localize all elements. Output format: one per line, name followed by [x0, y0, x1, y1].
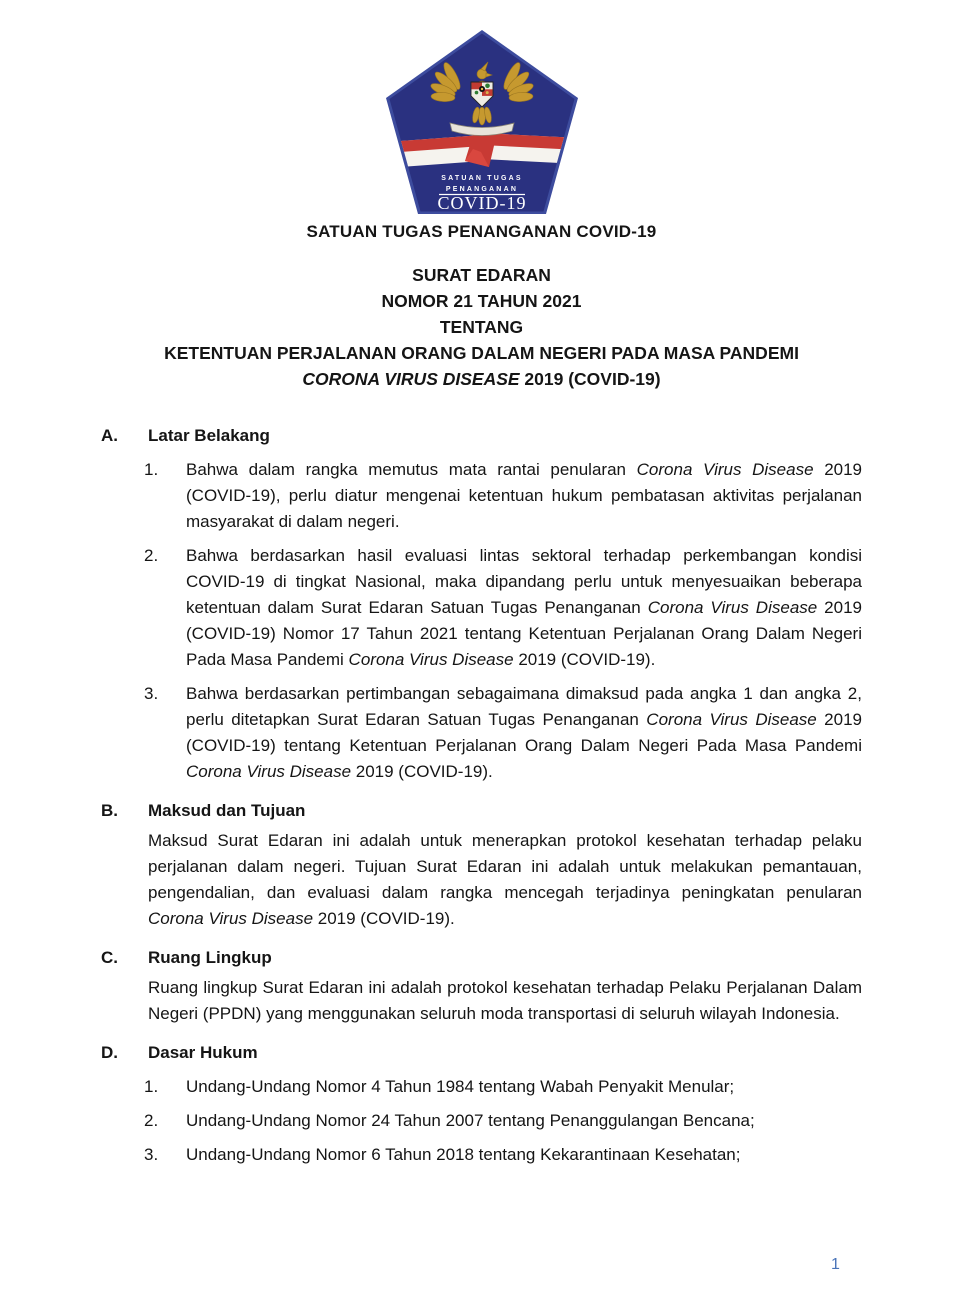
list-item	[144, 681, 862, 785]
list-item	[144, 457, 862, 535]
list-item	[144, 1074, 862, 1100]
section-letter: C.	[101, 948, 118, 967]
logo-band-line1: SATUAN TUGAS	[440, 175, 523, 182]
item-number: 3.	[144, 684, 159, 703]
title-block	[101, 262, 862, 392]
item-number: 2.	[144, 1111, 159, 1130]
item-text	[186, 457, 862, 535]
text: Maksud Surat Edaran ini adalah untuk menerapkan protokol kesehatan terhadap pelaku perjalanan dalam negeri. Tujuan Surat Edaran ini adalah untuk melakukan pemantauan, pengendalian, dan evaluasi dalam rangka mencegah terjadinya peningkatan penularan	[148, 831, 862, 902]
section-heading-label: Latar Belakang	[148, 426, 270, 445]
satgas-covid19-logo	[386, 30, 578, 214]
item-text	[186, 543, 862, 673]
section-b	[101, 798, 862, 932]
text: Bahwa berdasarkan pertimbangan sebagaimana dimaksud pada angka 1 dan angka 2, perlu ditetapkan Surat Edaran Satuan Tugas Penanganan	[186, 684, 862, 729]
text: Bahwa dalam rangka memutus mata rantai penularan	[186, 460, 637, 479]
italic-text: Corona Virus Disease	[646, 710, 817, 729]
text: 2019 (COVID-19)	[519, 369, 661, 389]
title-line	[101, 366, 862, 392]
section-heading	[101, 798, 862, 824]
document-body	[101, 0, 862, 1168]
section-heading	[101, 1040, 862, 1066]
item-text	[186, 681, 862, 785]
text: 2019 (COVID-19).	[313, 909, 455, 928]
italic-text: Corona Virus Disease	[636, 460, 814, 479]
text: Undang-Undang Nomor 24 Tahun 2007 tentang Penanggulangan Bencana;	[186, 1111, 755, 1130]
section-heading	[101, 945, 862, 971]
sections	[101, 423, 862, 1168]
text: 2019 (COVID-19).	[513, 650, 656, 669]
item-number: 2.	[144, 546, 159, 565]
text: KETENTUAN PERJALANAN ORANG DALAM NEGERI PADA MASA PANDEMI	[164, 343, 799, 363]
item-text	[186, 1074, 862, 1100]
text: 2019 (COVID-19) Nomor 17 Tahun 2021 tentang Ketentuan Perjalanan Orang Dalam Negeri Pada Masa Pandemi	[186, 598, 863, 669]
item-text	[186, 1142, 862, 1168]
section-d	[101, 1040, 862, 1168]
text: Undang-Undang Nomor 6 Tahun 2018 tentang Kekarantinaan Kesehatan;	[186, 1145, 741, 1164]
text: Ruang lingkup Surat Edaran ini adalah protokol kesehatan terhadap Pelaku Perjalanan Dalam Negeri (PPDN) yang menggunakan seluruh moda transportasi di seluruh wilayah Indonesia.	[148, 978, 862, 1023]
text: SURAT EDARAN	[412, 265, 551, 285]
section-heading-label: Maksud dan Tujuan	[148, 801, 306, 820]
section-heading-label: Dasar Hukum	[148, 1043, 258, 1062]
title-line	[101, 288, 862, 314]
list-item	[144, 543, 862, 673]
text: TENTANG	[439, 317, 524, 337]
title-line	[101, 314, 862, 340]
list-item	[144, 1142, 862, 1168]
item-number: 3.	[144, 1145, 159, 1164]
item-number: 1.	[144, 1077, 159, 1096]
text: 2019 (COVID-19) tentang Ketentuan Perjalanan Orang Dalam Negeri Pada Masa Pandemi	[186, 710, 862, 755]
text: Bahwa berdasarkan hasil evaluasi lintas sektoral terhadap perkembangan kondisi COVID-19 di tingkat Nasional, maka dipandang perlu untuk menyesuaikan beberapa ketentuan dalam Surat Edaran Satuan Tugas Penanganan	[186, 546, 862, 617]
section-letter: A.	[101, 426, 118, 445]
section-heading-label: Ruang Lingkup	[148, 948, 272, 967]
paragraph	[148, 828, 862, 932]
text: NOMOR 21 TAHUN 2021	[381, 291, 582, 311]
paragraph	[148, 975, 862, 1027]
text: 2019 (COVID-19), perlu diatur mengenai ketentuan hukum pembatasan aktivitas perjalanan masyarakat di dalam negeri.	[186, 460, 863, 531]
org-name: SATUAN TUGAS PENANGANAN COVID-19	[306, 222, 657, 241]
page-number: 1	[831, 1256, 840, 1273]
italic-text: Corona Virus Disease	[348, 650, 514, 669]
logo-band-line2: PENANGANAN	[445, 186, 518, 193]
section-letter: B.	[101, 801, 118, 820]
text: Undang-Undang Nomor 4 Tahun 1984 tentang Wabah Penyakit Menular;	[186, 1077, 735, 1096]
section-heading	[101, 423, 862, 449]
italic-text: Corona Virus Disease	[148, 909, 314, 928]
italic-text: Corona Virus Disease	[647, 598, 818, 617]
italic-text: Corona Virus Disease	[186, 762, 352, 781]
list-item	[144, 1108, 862, 1134]
section-c	[101, 945, 862, 1027]
logo-covid19-label: COVID-19	[437, 193, 526, 213]
section-a	[101, 423, 862, 785]
italic-text: CORONA VIRUS DISEASE	[302, 369, 520, 389]
section-letter: D.	[101, 1043, 118, 1062]
text: 2019 (COVID-19).	[351, 762, 493, 781]
item-number: 1.	[144, 460, 159, 479]
title-line	[101, 340, 862, 366]
title-line	[101, 262, 862, 288]
item-text	[186, 1108, 862, 1134]
